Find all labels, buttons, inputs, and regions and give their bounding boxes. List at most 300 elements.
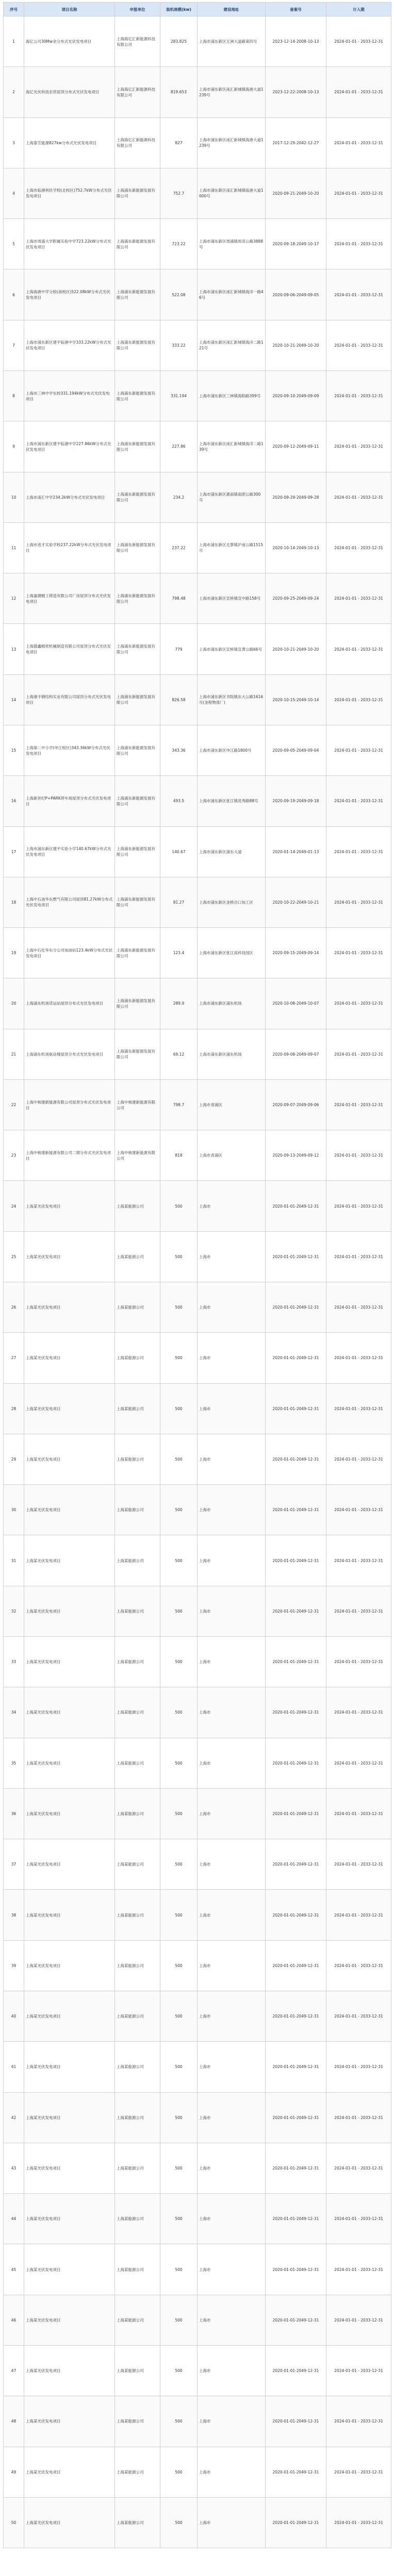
cell-record-no: 2020-01-01-2049-12-31 [266,1738,326,1788]
table-row [4,1231,391,1282]
cell-period: 2024-01-01 - 2033-12-31 [326,928,391,978]
cell-capacity: 283.825 [160,16,198,67]
cell-capacity: 237.22 [160,522,198,573]
table-row [4,2497,391,2548]
cell-index: 45 [4,2244,24,2295]
cell-applicant: 上海海亿汇新能源科技有限公司 [115,67,160,117]
cell-capacity: 826.58 [160,674,198,725]
cell-project-name: 上海中石油华东燃气有限公司屋顶81.27kW分布式光伏发电项目 [24,877,115,927]
table-row [4,928,391,978]
table-row [4,2244,391,2295]
cell-record-no: 2020-10-15-2049-10-14 [266,674,326,725]
cell-applicant: 上海某能源公司 [115,1535,160,1586]
cell-project-name: 上海德鑫精密机械制造有限公司屋顶分布式光伏发电项目 [24,624,115,674]
cell-record-no: 2020-01-01-2049-12-31 [266,2194,326,2244]
cell-capacity: 779 [160,624,198,674]
table-row [4,2345,391,2396]
cell-address: 上海市 [198,1940,266,1991]
cell-capacity: 500 [160,2295,198,2345]
cell-address: 上海市浦东新区南汇新城镇海洋二路121号 [198,320,266,370]
cell-index: 2 [4,67,24,117]
cell-record-no: 2020-01-01-2049-12-31 [266,2447,326,2497]
cell-period: 2024-01-01 - 2033-12-31 [326,1181,391,1231]
cell-applicant: 上海某能源公司 [115,1991,160,2041]
cell-address: 上海市 [198,2497,266,2548]
cell-applicant: 上海某能源公司 [115,1839,160,1890]
cell-index: 48 [4,2396,24,2447]
cell-project-name: 上海某光伏发电项目 [24,1485,115,1535]
cell-address: 上海市 [198,2143,266,2193]
cell-capacity: 500 [160,1181,198,1231]
cell-index: 8 [4,370,24,421]
cell-record-no: 2020-01-14-2049-01-13 [266,826,326,877]
cell-record-no: 2020-01-01-2049-12-31 [266,1687,326,1738]
cell-applicant: 上海某能源公司 [115,2447,160,2497]
cell-applicant: 上海某能源公司 [115,2042,160,2092]
cell-project-name: 海亿光伏科技农贸屋顶分布式光伏发电项目 [24,67,115,117]
cell-index: 10 [4,472,24,522]
cell-index: 15 [4,725,24,775]
cell-period: 2024-01-01 - 2033-12-31 [326,1029,391,1079]
cell-record-no: 2020-10-22-2049-10-21 [266,877,326,927]
cell-period: 2024-01-01 - 2033-12-31 [326,1940,391,1991]
cell-applicant: 上海海亿汇新能源科技有限公司 [115,117,160,168]
cell-applicant: 上海某能源公司 [115,2194,160,2244]
cell-address: 上海市 [198,1839,266,1890]
cell-record-no: 2020-01-01-2049-12-31 [266,2345,326,2396]
cell-project-name: 上海浦东机场货运站屋顶分布式光伏发电项目 [24,978,115,1029]
cell-record-no: 2023-12-14-2008-10-13 [266,16,326,67]
cell-capacity: 500 [160,1637,198,1687]
cell-capacity: 522.08 [160,269,198,320]
cell-index: 31 [4,1535,24,1586]
cell-project-name: 上海某光伏发电项目 [24,2244,115,2295]
cell-record-no: 2020-01-01-2049-12-31 [266,2143,326,2193]
cell-period: 2024-01-01 - 2033-12-31 [326,978,391,1029]
cell-applicant: 上海某能源公司 [115,1940,160,1991]
cell-capacity: 500 [160,1485,198,1535]
table-row [4,1940,391,1991]
cell-address: 上海市青浦区 [198,1130,266,1181]
cell-project-name: 上海某光伏发电项目 [24,1231,115,1282]
cell-index: 27 [4,1333,24,1383]
table-row [4,370,391,421]
cell-record-no: 2020-01-01-2049-12-31 [266,2497,326,2548]
cell-period: 2024-01-01 - 2033-12-31 [326,2194,391,2244]
cell-address: 上海市 [198,1282,266,1333]
cell-record-no: 2020-09-06-2049-09-05 [266,269,326,320]
cell-index: 23 [4,1130,24,1181]
cell-applicant: 上海浦东新能源发展有限公司 [115,674,160,725]
cell-applicant: 上海某能源公司 [115,2244,160,2295]
cell-period: 2024-01-01 - 2033-12-31 [326,674,391,725]
cell-applicant: 上海浦东新能源发展有限公司 [115,320,160,370]
cell-project-name: 上海某光伏发电项目 [24,1788,115,1839]
cell-project-name: 上海市浦东新区建平临港中学333.22kW分布式光伏发电项目 [24,320,115,370]
cell-applicant: 上海某能源公司 [115,1788,160,1839]
cell-applicant: 上海浦东新能源发展有限公司 [115,472,160,522]
cell-record-no: 2020-01-01-2049-12-31 [266,1535,326,1586]
cell-address: 上海市浦东新区宣桥镇宣中路158号 [198,573,266,624]
table-row [4,776,391,826]
cell-index: 20 [4,978,24,1029]
table-row [4,2396,391,2447]
table-row [4,117,391,168]
cell-capacity: 81.27 [160,877,198,927]
cell-index: 21 [4,1029,24,1079]
cell-index: 43 [4,2143,24,2193]
cell-index: 25 [4,1231,24,1282]
cell-index: 47 [4,2345,24,2396]
cell-address: 上海市浦东新区北蔡镇沪南公路1515号 [198,522,266,573]
cell-period: 2024-01-01 - 2033-12-31 [326,2396,391,2447]
cell-record-no: 2020-01-01-2049-12-31 [266,1586,326,1636]
cell-record-no: 2020-01-01-2049-12-31 [266,2295,326,2345]
cell-period: 2024-01-01 - 2033-12-31 [326,2042,391,2092]
cell-record-no: 2020-01-01-2049-12-31 [266,1383,326,1434]
cell-period: 2024-01-01 - 2033-12-31 [326,1991,391,2041]
cell-capacity: 500 [160,2497,198,2548]
cell-period: 2024-01-01 - 2033-12-31 [326,2295,391,2345]
cell-address: 上海市浦东新区五洲大道路第四号 [198,16,266,67]
cell-project-name: 上海某光伏发电项目 [24,2042,115,2092]
cell-applicant: 上海浦东新能源发展有限公司 [115,1029,160,1079]
cell-project-name: 上海某光伏发电项目 [24,2447,115,2497]
cell-record-no: 2023-12-22-2008-10-13 [266,67,326,117]
cell-address: 上海市 [198,1535,266,1586]
table-row [4,725,391,775]
cell-address: 上海市 [198,2092,266,2143]
cell-record-no: 2020-01-01-2049-12-31 [266,1788,326,1839]
cell-project-name: 上海中核建新能源有限公司屋顶分布式光伏发电项目 [24,1079,115,1130]
cell-applicant: 上海浦东新能源发展有限公司 [115,219,160,269]
cell-address: 上海市浦东新区书院镇东大公路1616号(金程物流厂) [198,674,266,725]
cell-index: 40 [4,1991,24,2041]
cell-project-name: 上海市三林中学东校331.194kW分布式光伏发电项目 [24,370,115,421]
cell-capacity: 227.86 [160,421,198,472]
cell-period: 2024-01-01 - 2033-12-31 [326,1586,391,1636]
cell-project-name: 海亿公司30Mw余分布式光伏发电项目 [24,16,115,67]
cell-period: 2024-01-01 - 2033-12-31 [326,1890,391,1940]
cell-applicant: 上海浦东新能源发展有限公司 [115,421,160,472]
cell-project-name: 上海某光伏发电项目 [24,1282,115,1333]
cell-applicant: 上海浦东新能源发展有限公司 [115,877,160,927]
table-row [4,1839,391,1890]
cell-project-name: 上海某光伏发电项目 [24,1383,115,1434]
cell-capacity: 500 [160,2092,198,2143]
cell-period: 2024-01-01 - 2033-12-31 [326,1738,391,1788]
cell-record-no: 2020-09-18-2049-10-17 [266,219,326,269]
cell-index: 16 [4,776,24,826]
header-capacity: 装机规模(kw) [160,3,198,16]
cell-applicant: 上海浦东新能源发展有限公司 [115,978,160,1029]
cell-period: 2024-01-01 - 2033-12-31 [326,472,391,522]
cell-index: 50 [4,2497,24,2548]
cell-address: 上海市浦东新区张江高科技园区 [198,928,266,978]
cell-address: 上海市 [198,2244,266,2295]
cell-capacity: 500 [160,1687,198,1738]
project-table [3,2,391,2548]
cell-address: 上海市 [198,1586,266,1636]
cell-project-name: 上海某光伏发电项目 [24,1434,115,1484]
header-applicant: 申报单位 [115,3,160,16]
cell-period: 2024-01-01 - 2033-12-31 [326,1434,391,1484]
cell-index: 9 [4,421,24,472]
cell-capacity: 289.9 [160,978,198,1029]
table-row [4,2194,391,2244]
cell-applicant: 上海某能源公司 [115,1434,160,1484]
cell-period: 2024-01-01 - 2033-12-31 [326,776,391,826]
cell-record-no: 2020-01-01-2049-12-31 [266,2042,326,2092]
cell-period: 2024-01-01 - 2033-12-31 [326,2244,391,2295]
cell-applicant: 上海某能源公司 [115,1383,160,1434]
cell-capacity: 500 [160,1282,198,1333]
cell-capacity: 500 [160,1788,198,1839]
cell-record-no: 2020-01-01-2049-12-31 [266,1434,326,1484]
cell-capacity: 500 [160,2345,198,2396]
cell-capacity: 333.22 [160,320,198,370]
cell-index: 34 [4,1687,24,1738]
cell-project-name: 上海中石化华东分公司加油站123.4kW分布式光伏发电项目 [24,928,115,978]
cell-address: 上海市 [198,2042,266,2092]
cell-applicant: 上海某能源公司 [115,2345,160,2396]
cell-record-no: 2020-09-13-2049-09-12 [266,1130,326,1181]
cell-project-name: 上海某光伏发电项目 [24,2194,115,2244]
table-row [4,1687,391,1738]
cell-project-name: 上海某光伏发电项目 [24,2295,115,2345]
cell-period: 2024-01-01 - 2033-12-31 [326,421,391,472]
cell-record-no: 2020-01-01-2049-12-31 [266,2396,326,2447]
cell-capacity: 123.4 [160,928,198,978]
cell-capacity: 343.36 [160,725,198,775]
cell-applicant: 上海浦东新能源发展有限公司 [115,168,160,218]
cell-capacity: 234.2 [160,472,198,522]
cell-period: 2024-01-01 - 2033-12-31 [326,2092,391,2143]
table-row [4,2295,391,2345]
cell-applicant: 上海某能源公司 [115,1333,160,1383]
cell-applicant: 上海中核建新能源有限公司 [115,1079,160,1130]
cell-capacity: 500 [160,2244,198,2295]
cell-index: 11 [4,522,24,573]
cell-index: 13 [4,624,24,674]
cell-address: 上海市浦东新区金桥出口加工区 [198,877,266,927]
cell-record-no: 2020-10-21-2049-10-20 [266,624,326,674]
table-row [4,573,391,624]
cell-index: 22 [4,1079,24,1130]
cell-record-no: 2020-01-01-2049-12-31 [266,1181,326,1231]
cell-index: 38 [4,1890,24,1940]
cell-project-name: 上海第二中小学(申江校区)343.36kW分布式光伏发电项目 [24,725,115,775]
cell-period: 2024-01-01 - 2033-12-31 [326,1130,391,1181]
cell-period: 2024-01-01 - 2033-12-31 [326,1485,391,1535]
cell-period: 2024-01-01 - 2033-12-31 [326,877,391,927]
cell-project-name: 上海港丰钢结构实业有限公司屋顶分布式光伏发电项目 [24,674,115,725]
cell-period: 2024-01-01 - 2033-12-31 [326,1079,391,1130]
table-row [4,877,391,927]
cell-project-name: 上海某光伏发电项目 [24,1940,115,1991]
cell-record-no: 2020-09-12-2049-09-11 [266,421,326,472]
cell-capacity: 752.7 [160,168,198,218]
cell-project-name: 上海某光伏发电项目 [24,1738,115,1788]
cell-address: 上海市浦东新区惠南镇南团公路300号 [198,472,266,522]
cell-period: 2024-01-01 - 2033-12-31 [326,725,391,775]
cell-record-no: 2020-01-01-2049-12-31 [266,1991,326,2041]
cell-index: 17 [4,826,24,877]
cell-applicant: 上海浦东新能源发展有限公司 [115,269,160,320]
cell-project-name: 上海市周浦大学附属实验中学723.22kW分布式光伏发电项目 [24,219,115,269]
cell-period: 2024-01-01 - 2033-12-31 [326,1282,391,1333]
cell-period: 2024-01-01 - 2033-12-31 [326,320,391,370]
cell-project-name: 上海嘉捷精工铸造有限公司厂房屋顶分布式光伏发电项目 [24,573,115,624]
cell-address: 上海市浦东新区申江路1800号 [198,725,266,775]
cell-capacity: 500 [160,1231,198,1282]
table-row [4,1181,391,1231]
cell-capacity: 500 [160,1434,198,1484]
cell-project-name: 上海某光伏发电项目 [24,1687,115,1738]
cell-index: 28 [4,1383,24,1434]
table-row [4,1586,391,1636]
cell-applicant: 上海浦东新能源发展有限公司 [115,624,160,674]
header-row [4,3,391,16]
cell-applicant: 上海某能源公司 [115,2396,160,2447]
cell-address: 上海市 [198,2194,266,2244]
table-row [4,269,391,320]
cell-address: 上海市浦东新区南汇新城镇海港大道1239号 [198,117,266,168]
table-row [4,1383,391,1434]
cell-period: 2024-01-01 - 2033-12-31 [326,1535,391,1586]
cell-address: 上海市 [198,2295,266,2345]
cell-period: 2024-01-01 - 2033-12-31 [326,168,391,218]
cell-project-name: 上海某光伏发电项目 [24,2143,115,2193]
table-row [4,978,391,1029]
cell-record-no: 2020-09-10-2049-09-09 [266,370,326,421]
cell-project-name: 上海某光伏发电项目 [24,1333,115,1383]
header-project-name: 项目名称 [24,3,115,16]
cell-index: 35 [4,1738,24,1788]
cell-address: 上海市 [198,1890,266,1940]
header-period: 计入期 [326,3,391,16]
cell-address: 上海市浦东新区南汇新城镇海洋二路139号 [198,421,266,472]
cell-capacity: 500 [160,1940,198,1991]
cell-period: 2024-01-01 - 2033-12-31 [326,1637,391,1687]
cell-capacity: 819.653 [160,67,198,117]
cell-project-name: 上海某光伏发电项目 [24,1181,115,1231]
cell-applicant: 上海中核建新能源有限公司 [115,1130,160,1181]
cell-record-no: 2020-09-25-2049-09-24 [266,573,326,624]
cell-project-name: 上海某光伏发电项目 [24,2396,115,2447]
cell-period: 2024-01-01 - 2033-12-31 [326,269,391,320]
cell-applicant: 上海浦东新能源发展有限公司 [115,826,160,877]
cell-capacity: 500 [160,1535,198,1586]
cell-index: 12 [4,573,24,624]
cell-record-no: 2020-01-01-2049-12-31 [266,1231,326,1282]
cell-capacity: 798.48 [160,573,198,624]
cell-capacity: 798.7 [160,1079,198,1130]
cell-address: 上海市 [198,1738,266,1788]
cell-project-name: 上海市进才实验学校237.22kW分布式光伏发电项目 [24,522,115,573]
cell-index: 42 [4,2092,24,2143]
cell-project-name: 上海市浦东新区建平实验小学140.67kW分布式光伏发电项目 [24,826,115,877]
cell-address: 上海市 [198,1991,266,2041]
table-row [4,674,391,725]
cell-project-name: 上海浦东机场航站楼屋顶分布式光伏发电项目 [24,1029,115,1079]
cell-applicant: 上海某能源公司 [115,1231,160,1282]
cell-record-no: 2020-10-21-2049-10-20 [266,320,326,370]
cell-capacity: 500 [160,2042,198,2092]
cell-period: 2024-01-01 - 2033-12-31 [326,1788,391,1839]
cell-index: 4 [4,168,24,218]
table-row [4,1991,391,2041]
cell-address: 上海市 [198,1231,266,1282]
cell-project-name: 上海某光伏发电项目 [24,1991,115,2041]
cell-address: 上海市 [198,1485,266,1535]
cell-project-name: 上海中核建新能源有限公司二期分布式光伏发电项目 [24,1130,115,1181]
cell-period: 2024-01-01 - 2033-12-31 [326,2497,391,2548]
cell-record-no: 2020-01-01-2049-12-31 [266,1485,326,1535]
cell-address: 上海市 [198,2345,266,2396]
table-row [4,421,391,472]
cell-index: 39 [4,1940,24,1991]
cell-capacity: 500 [160,1839,198,1890]
cell-capacity: 500 [160,1991,198,2041]
table-row [4,472,391,522]
cell-index: 44 [4,2194,24,2244]
cell-index: 49 [4,2447,24,2497]
cell-index: 18 [4,877,24,927]
table-row [4,1738,391,1788]
cell-applicant: 上海某能源公司 [115,2497,160,2548]
cell-project-name: 上海市临港利民学校(北校区)752.7kW分布式光伏发电项目 [24,168,115,218]
cell-capacity: 500 [160,2194,198,2244]
header-record-no: 备案号 [266,3,326,16]
table-row [4,1282,391,1333]
cell-applicant: 上海某能源公司 [115,1485,160,1535]
cell-project-name: 上海某光伏发电项目 [24,1586,115,1636]
cell-period: 2024-01-01 - 2033-12-31 [326,2447,391,2497]
table-row [4,2092,391,2143]
table-row [4,1890,391,1940]
cell-address: 上海市 [198,1434,266,1484]
cell-project-name: 上海某光伏发电项目 [24,2345,115,2396]
cell-period: 2024-01-01 - 2033-12-31 [326,522,391,573]
table-row [4,1130,391,1181]
cell-period: 2024-01-01 - 2033-12-31 [326,219,391,269]
cell-index: 26 [4,1282,24,1333]
cell-applicant: 上海浦东新能源发展有限公司 [115,573,160,624]
table-body [4,16,391,2548]
cell-address: 上海市浦东新区浦东机场 [198,1029,266,1079]
cell-period: 2024-01-01 - 2033-12-31 [326,2345,391,2396]
cell-applicant: 上海某能源公司 [115,2143,160,2193]
cell-project-name: 上海市浦东新区建平临港中学227.86kW分布式光伏发电项目 [24,421,115,472]
cell-address: 上海市青浦区 [198,1079,266,1130]
cell-period: 2024-01-01 - 2033-12-31 [326,826,391,877]
cell-address: 上海市浦东新区南汇新城镇海洋一路46号 [198,269,266,320]
cell-address: 上海市 [198,2396,266,2447]
cell-record-no: 2017-12-29-2042-12-27 [266,117,326,168]
cell-record-no: 2020-09-29-2049-09-28 [266,472,326,522]
cell-period: 2024-01-01 - 2033-12-31 [326,2143,391,2193]
cell-record-no: 2020-10-08-2049-10-07 [266,978,326,1029]
cell-record-no: 2020-01-01-2049-12-31 [266,1637,326,1687]
cell-record-no: 2020-01-01-2049-12-31 [266,1282,326,1333]
cell-record-no: 2020-10-14-2049-10-13 [266,522,326,573]
cell-project-name: 上海市南汇中学234.2kW分布式光伏发电项目 [24,472,115,522]
cell-applicant: 上海浦东新能源发展有限公司 [115,776,160,826]
cell-index: 30 [4,1485,24,1535]
cell-period: 2024-01-01 - 2033-12-31 [326,1383,391,1434]
cell-record-no: 2020-01-01-2049-12-31 [266,1940,326,1991]
